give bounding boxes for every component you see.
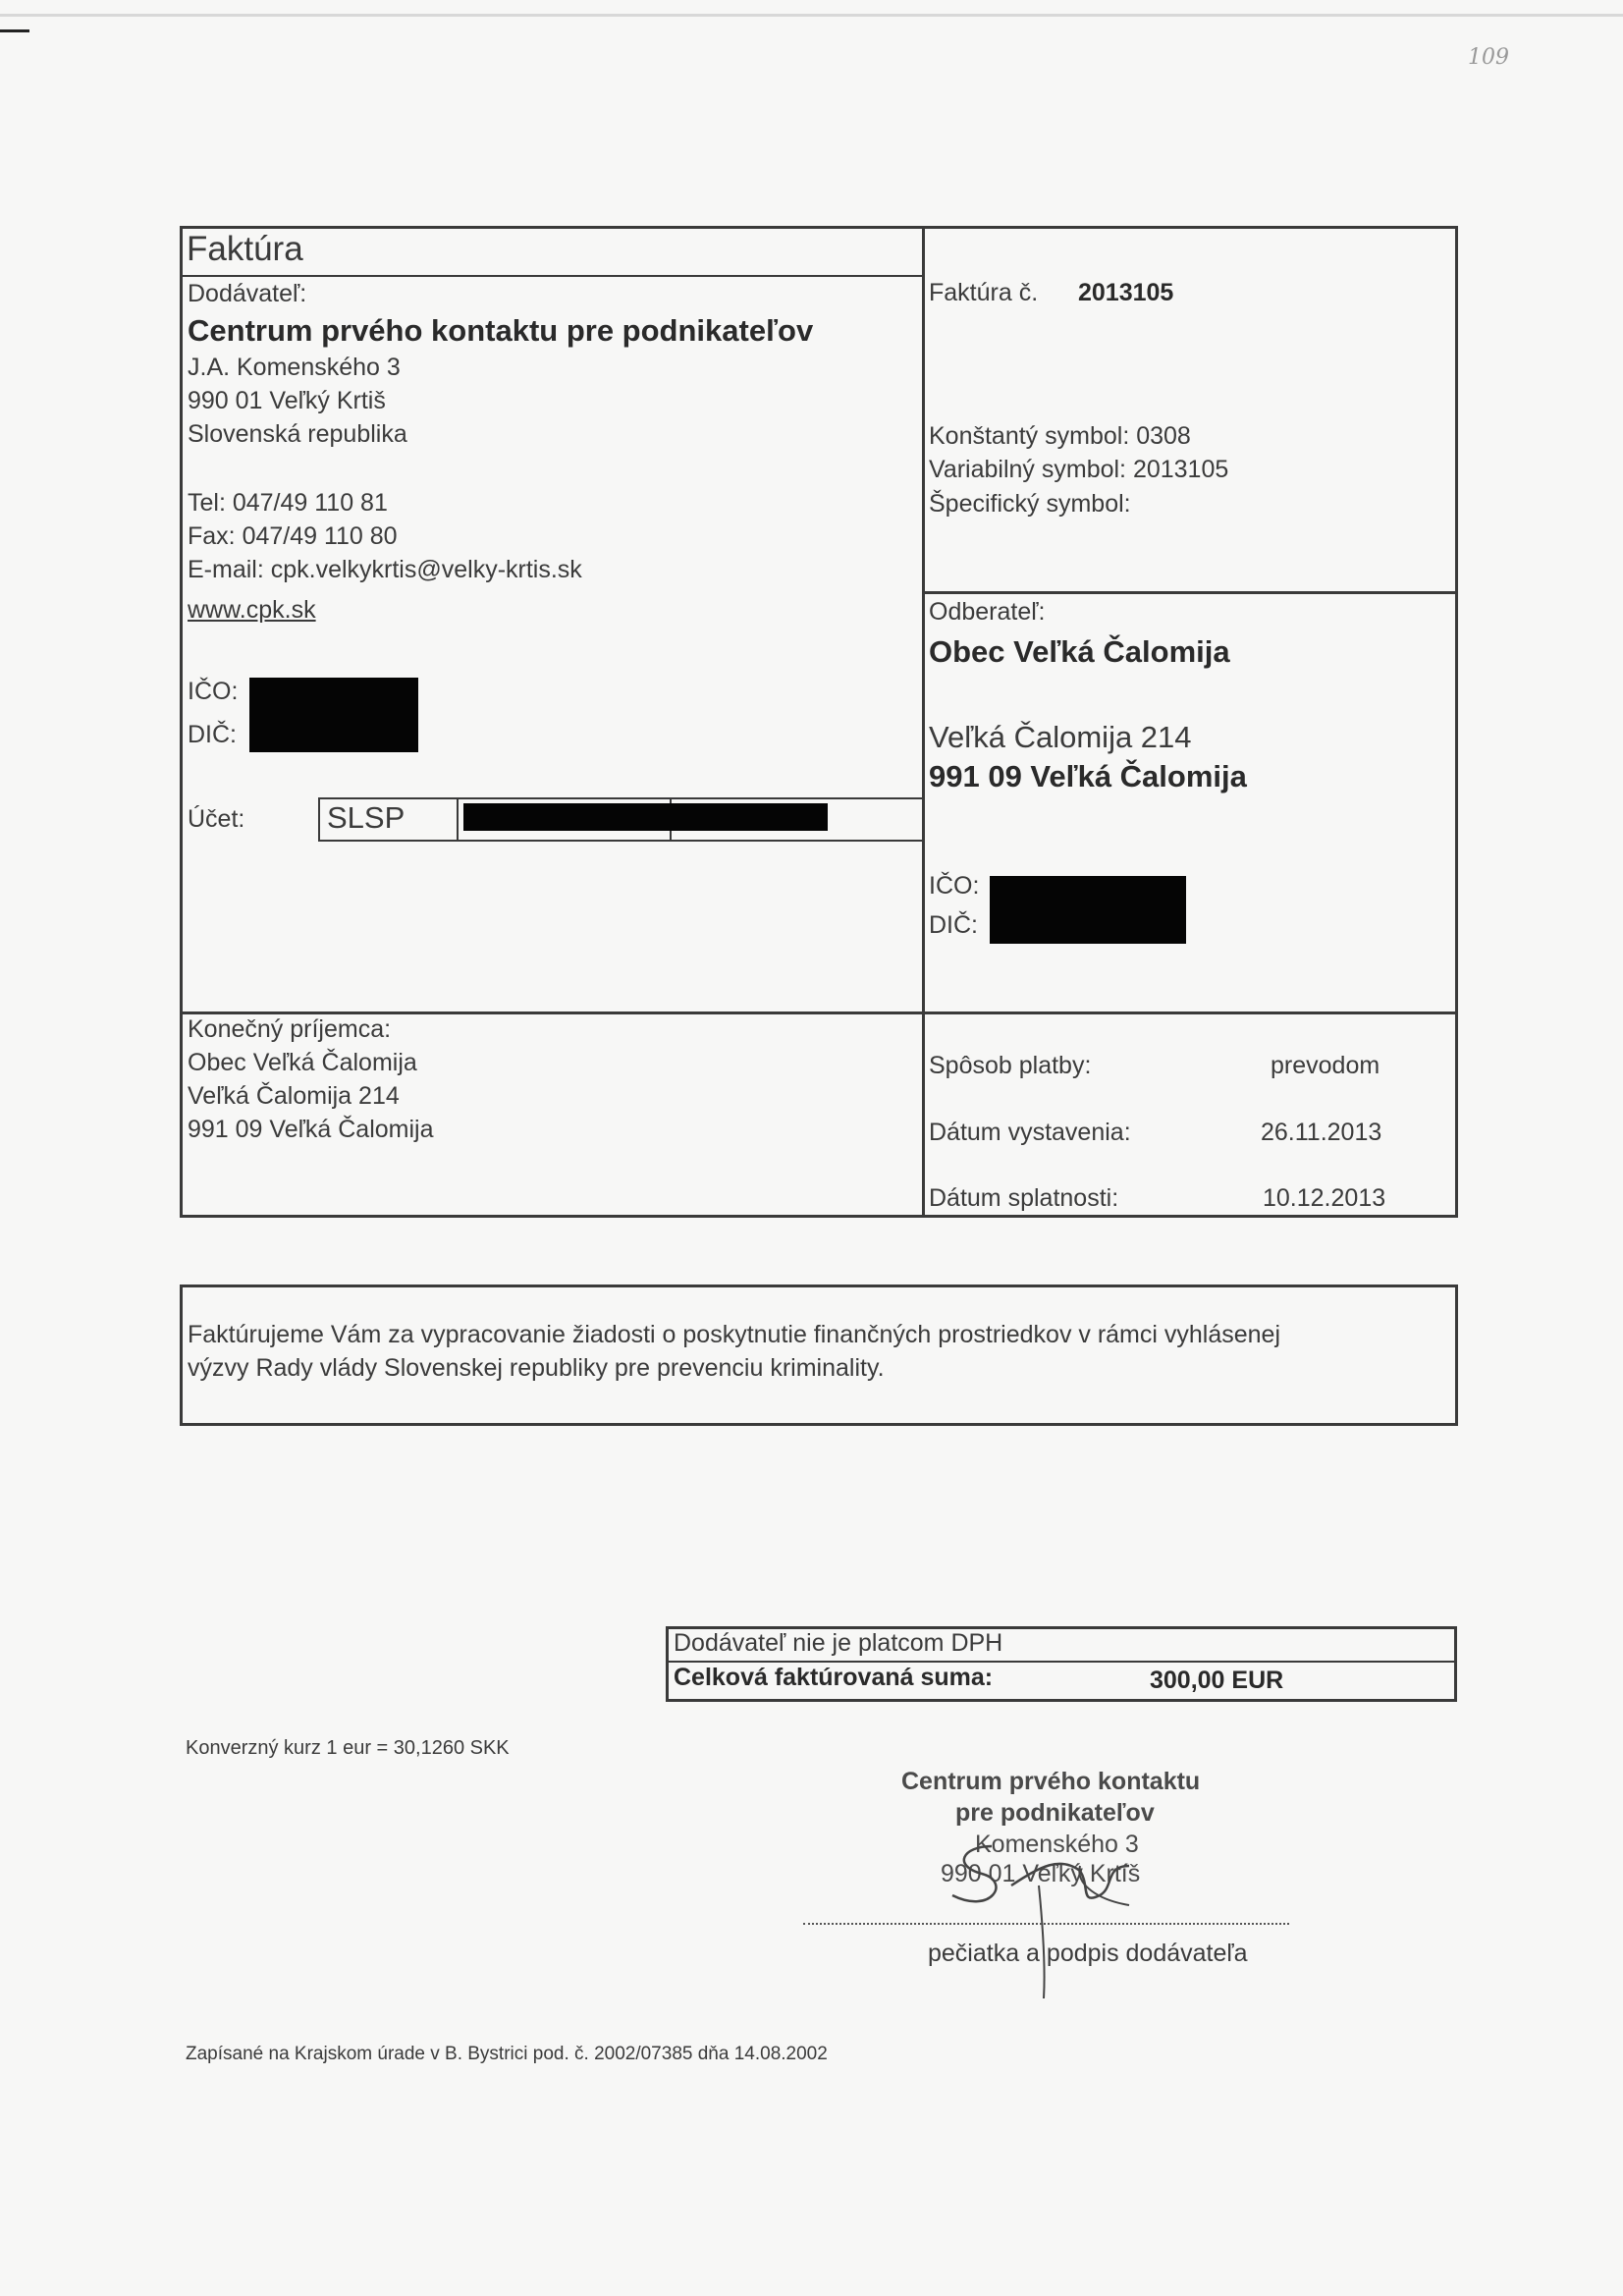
recipient-name: Obec Veľká Čalomija [188, 1049, 417, 1076]
frame-right [1455, 226, 1458, 1218]
signature-icon [933, 1827, 1168, 2003]
frame-divider-vertical [922, 226, 925, 1218]
supplier-web-link[interactable]: www.cpk.sk [188, 596, 316, 624]
description-line-1: Faktúrujeme Vám za vypracovanie žiadosti o poskytnutie finančných prostriedkov v rámci vyhlásenej [188, 1321, 1281, 1348]
total-label: Celková faktúrovaná suma: [674, 1664, 994, 1691]
payment-method: prevodom [1271, 1052, 1380, 1079]
page-number-mark: 109 [1468, 45, 1509, 70]
signature-caption: pečiatka a podpis dodávateľa [928, 1940, 1248, 1967]
customer-city: 991 09 Veľká Čalomija [929, 759, 1247, 793]
account-divider-line [457, 797, 459, 842]
signature-line [803, 1923, 1289, 1925]
customer-redacted-ids [990, 876, 1186, 944]
description-line-2: výzvy Rady vlády Slovenskej republiky pre prevenciu kriminality. [188, 1354, 885, 1382]
issue-date-label: Dátum vystavenia: [929, 1119, 1131, 1146]
supplier-name: Centrum prvého kontaktu pre podnikateľov [188, 313, 814, 348]
account-label: Účet: [188, 805, 245, 833]
recipient-top-line [180, 1011, 1458, 1014]
frame-left [180, 226, 183, 1218]
invoice-number-label: Faktúra č. [929, 279, 1039, 306]
total-value: 300,00 EUR [1150, 1667, 1284, 1694]
constant-symbol: Konštantý symbol: 0308 [929, 422, 1191, 450]
supplier-fax: Fax: 047/49 110 80 [188, 522, 398, 550]
supplier-label: Dodávateľ: [188, 280, 307, 307]
supplier-dic-label: DIČ: [188, 721, 237, 748]
stamp-line-3: Komenského 3 [975, 1831, 1139, 1858]
scan-edge-mark [0, 29, 29, 32]
customer-street: Veľká Čalomija 214 [929, 720, 1192, 754]
specific-symbol: Špecifický symbol: [929, 490, 1131, 518]
account-redacted-number [463, 803, 828, 831]
supplier-tel: Tel: 047/49 110 81 [188, 489, 388, 517]
customer-label: Odberateľ: [929, 598, 1046, 626]
recipient-city: 991 09 Veľká Čalomija [188, 1116, 434, 1143]
stamp-line-2: pre podnikateľov [955, 1799, 1155, 1827]
customer-name: Obec Veľká Čalomija [929, 634, 1230, 669]
supplier-city: 990 01 Veľký Krtiš [188, 387, 386, 414]
bank-name: SLSP [327, 800, 406, 835]
vat-note: Dodávateľ nie je platcom DPH [674, 1629, 1003, 1657]
recipient-street: Veľká Čalomija 214 [188, 1082, 400, 1110]
invoice-title: Faktúra [187, 230, 303, 268]
registration-footer: Zapísané na Krajskom úrade v B. Bystrici pod. č. 2002/07385 dňa 14.08.2002 [186, 2044, 828, 2064]
supplier-redacted-ids [249, 678, 418, 752]
payment-method-label: Spôsob platby: [929, 1052, 1092, 1079]
title-underline [180, 275, 924, 277]
stamp-line-4: 990 01 Veľký Krtíš [941, 1860, 1141, 1887]
due-date-label: Dátum splatnosti: [929, 1184, 1119, 1212]
due-date: 10.12.2013 [1263, 1184, 1386, 1212]
frame-top [180, 226, 1458, 229]
invoice-number: 2013105 [1078, 279, 1174, 306]
account-top-line [318, 797, 924, 799]
account-left-line [318, 797, 320, 842]
issue-date: 26.11.2013 [1261, 1119, 1382, 1146]
recipient-label: Konečný príjemca: [188, 1015, 392, 1043]
variable-symbol: Variabilný symbol: 2013105 [929, 456, 1229, 483]
supplier-street: J.A. Komenského 3 [188, 354, 401, 381]
supplier-email: E-mail: cpk.velkykrtis@velky-krtis.sk [188, 556, 582, 583]
supplier-country: Slovenská republika [188, 420, 407, 448]
frame-bottom [180, 1215, 1458, 1218]
totals-divider [666, 1661, 1457, 1663]
supplier-ico-label: IČO: [188, 678, 239, 705]
conversion-rate: Konverzný kurz 1 eur = 30,1260 SKK [186, 1737, 510, 1759]
customer-dic-label: DIČ: [929, 911, 978, 939]
scan-edge-line [0, 14, 1623, 17]
customer-ico-label: IČO: [929, 872, 980, 900]
customer-top-line [922, 591, 1458, 594]
stamp-line-1: Centrum prvého kontaktu [901, 1768, 1201, 1795]
account-bottom-line [318, 840, 924, 842]
